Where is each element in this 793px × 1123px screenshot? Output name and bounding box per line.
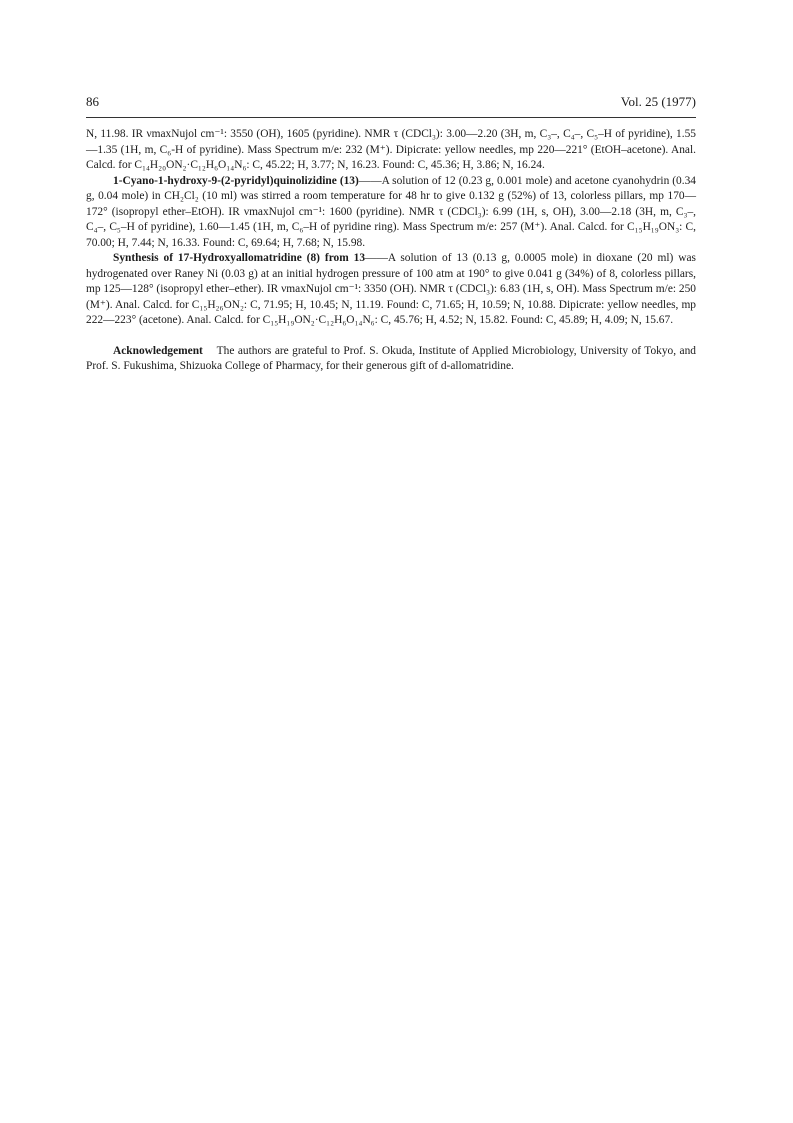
compound-13-text: ——A solution of 12 (0.23 g, 0.001 mole) and acetone cyanohydrin (0.34 g, 0.04 mole) in CH₂Cl₂ (10 ml) was stirred a room temperature for 48 hr to give 0.132 g (52%) of 13, colorless pillars, mp 170—172° (isopropyl ether–EtOH). IR νmaxNujol cm⁻¹: 1600 (pyridine). NMR τ (CDCl₃): 6.99 (1H, s, OH), 3.00—2.18 (3H, m, C₃–, C₄–, C₅–H of pyridine), 1.60—1.45 (1H, m, C₆–H of pyridine ring). Mass Spectrum m/e: 257 (M⁺). Anal. Calcd. for C₁₅H₁₉ON₃: C, 70.00; H, 7.44; N, 16.33. Found: C, 69.64; H, 7.68; N, 15.98. <box>86 174 696 249</box>
acknowledgement-text: The authors are grateful to Prof. S. Okuda, Institute of Applied Microbiology, University of Tokyo, and Prof. S. Fukushima, Shizuoka College of Pharmacy, for their generous gift of d-allomatridine. <box>86 344 696 372</box>
page-number: 86 <box>86 94 99 109</box>
header-rule <box>86 117 696 118</box>
paragraph-continued-data: N, 11.98. IR νmaxNujol cm⁻¹: 3550 (OH), 1605 (pyridine). NMR τ (CDCl₃): 3.00—2.20 (3H, m, C₃–, C₄–, C₅–H of pyridine), 1.55—1.35 (1H, m, C₆-H of pyridine). Mass Spectrum m/e: 232 (M⁺). Dipicrate: yellow needles, mp 220—221° (EtOH–acetone). Anal. Calcd. for C₁₄H₂₀ON₂·C₁₂H₆O₁₄N₆: C, 45.22; H, 3.77; N, 16.23. Found: C, 45.36; H, 3.86; N, 16.24. <box>86 128 696 171</box>
running-header <box>86 94 696 112</box>
synthesis-8-heading: Synthesis of 17-Hydroxyallomatridine (8) from 13 <box>113 252 366 264</box>
paragraph-compound-13 <box>86 174 696 252</box>
compound-13-heading: 1-Cyano-1-hydroxy-9-(2-pyridyl)quinolizidine (13) <box>113 174 359 187</box>
synthesis-8-text: ——A solution of 13 (0.13 g, 0.0005 mole) in dioxane (20 ml) was hydrogenated over Raney Ni (0.03 g) at an initial hydrogen pressure of 100 atm at 190° to give 0.041 g (34%) of 8, colorless pillars, mp 125—128° (isopropyl ether–ether). IR νmaxNujol cm⁻¹: 3350 (OH). NMR τ (CDCl₃): 6.83 (1H, s, OH). Mass Spectrum m/e: 250 (M⁺). Anal. Calcd. for C₁₅H₂₆ON₂: C, 71.95; H, 10.45; N, 11.19. Found: C, 71.65; H, 10.59; N, 10.88. Dipicrate: yellow needles, mp 222—223° (acetone). Anal. Calcd. for C₁₅H₁₉ON₂·C₁₂H₆O₁₄N₆: C, 45.76; H, 4.52; N, 15.82. Found: C, 45.89; H, 4.09; N, 15.67. <box>86 252 696 326</box>
acknowledgement-paragraph <box>86 344 696 375</box>
article-body <box>86 127 696 375</box>
volume-label: Vol. 25 (1977) <box>620 94 696 109</box>
acknowledgement-heading: Acknowledgement <box>113 344 203 357</box>
paragraph-synthesis-8 <box>86 251 696 329</box>
